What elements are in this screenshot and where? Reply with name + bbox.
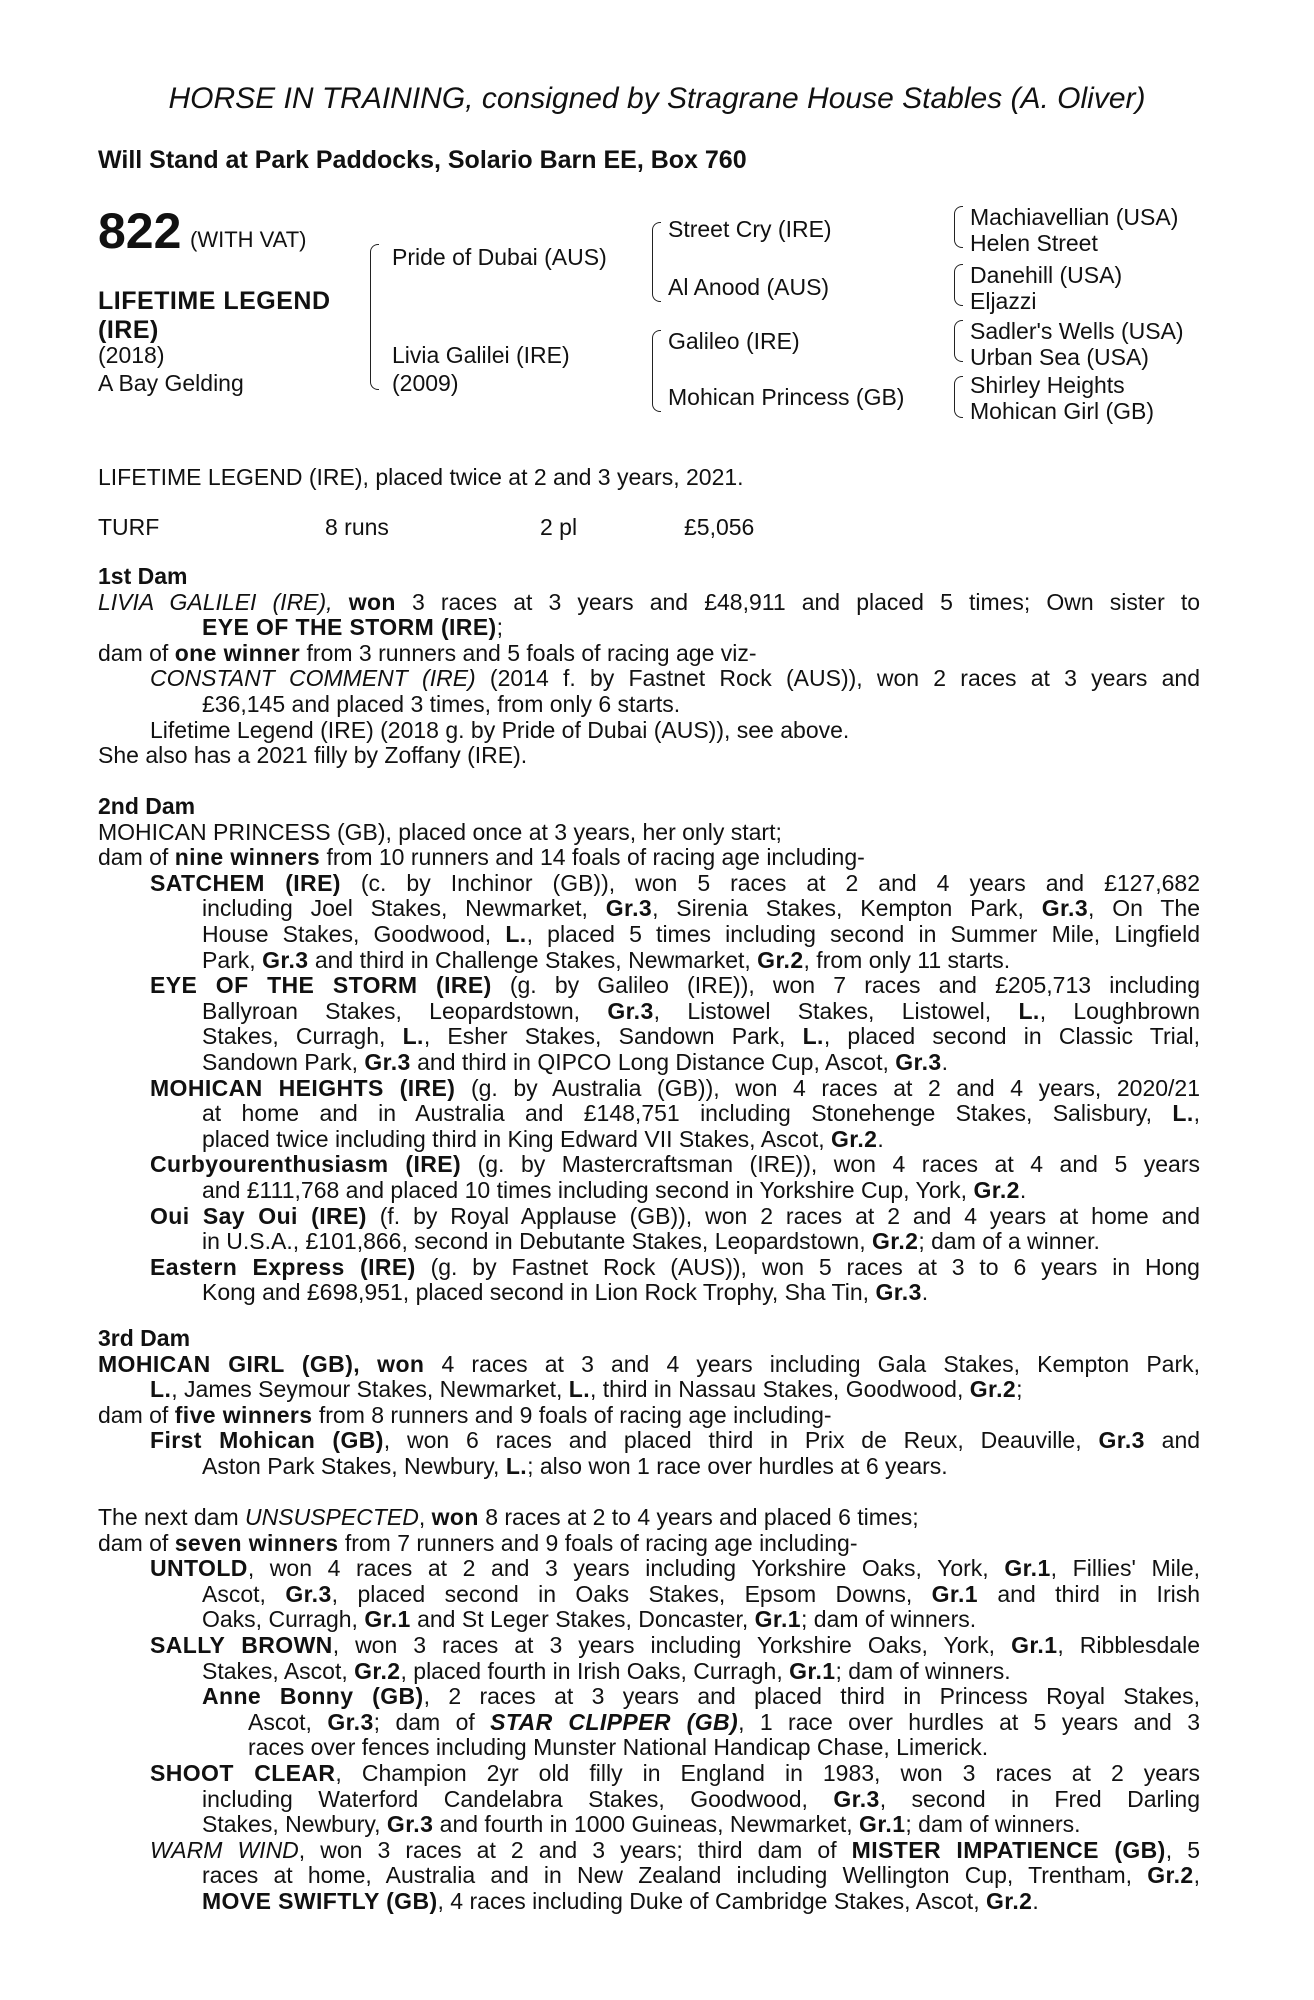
pedigree-ds-sire: Sadler's Wells (USA) [970,318,1184,344]
pedigree-dd-dam: Mohican Girl (GB) [970,398,1155,424]
next-dam-section [98,1505,1200,1915]
pedigree-brace-2 [652,222,661,302]
text-line: at home and in Australia and £148,751 including Stonehenge Stakes, Salisbury, L., [202,1100,1201,1127]
section-heading: 2nd Dam [98,793,196,819]
text-line: MOVE SWIFTLY (GB), 4 races including Duke of Cambridge Stakes, Ascot, Gr.2. [202,1887,1039,1914]
text-line: including Joel Stakes, Newmarket, Gr.3, Sirenia Stakes, Kempton Park, Gr.3, On The [202,895,1200,922]
text-line: Eastern Express (IRE) (g. by Fastnet Rock (AUS)), won 5 races at 3 to 6 years in Hong [150,1253,1200,1280]
text-line: SATCHEM (IRE) (c. by Inchinor (GB)), won 5 races at 2 and 4 years and £127,682 [150,869,1201,896]
lot-number: 822 [98,203,182,259]
text-line: Lifetime Legend (IRE) (2018 g. by Pride of Dubai (AUS)), see above. [150,716,850,743]
pedigree-dam: Livia Galilei (IRE) [392,342,570,368]
text-line: placed twice including third in King Edward VII Stakes, Ascot, Gr.2. [202,1125,884,1152]
text-line: The next dam UNSUSPECTED, won 8 races at 2 to 4 years and placed 6 times; [98,1504,919,1530]
text-line: LIVIA GALILEI (IRE), won 3 races at 3 years and £48,911 and placed 5 times; Own sister to [98,588,1201,615]
text-line: races at home, Australia and in New Zealand including Wellington Cup, Trentham, Gr.2, [202,1862,1200,1889]
pedigree-dam-dam: Mohican Princess (GB) [668,384,905,410]
pedigree-sd-dam: Eljazzi [970,288,1037,314]
text-line: Aston Park Stakes, Newbury, L.; also won 1 race over hurdles at 6 years. [202,1452,948,1479]
horse-description: A Bay Gelding [98,370,244,396]
text-line: dam of one winner from 3 runners and 5 foals of racing age viz- [98,639,757,666]
horse-name: LIFETIME LEGEND [98,287,331,315]
pedigree-sire: Pride of Dubai (AUS) [392,244,607,270]
page-title: HORSE IN TRAINING, consigned by Stragrane House Stables (A. Oliver) [168,82,1146,115]
section-heading: 3rd Dam [98,1325,191,1351]
pedigree-sire-dam: Al Anood (AUS) [668,274,830,300]
text-line: Sandown Park, Gr.3 and third in QIPCO Long Distance Cup, Ascot, Gr.3. [202,1048,949,1075]
text-line: EYE OF THE STORM (IRE) (g. by Galileo (IRE)), won 7 races and £205,713 including [150,972,1200,999]
pedigree-dd-sire: Shirley Heights [970,372,1125,398]
text-line: L., James Seymour Stakes, Newmarket, L., third in Nassau Stakes, Goodwood, Gr.2; [150,1376,1023,1403]
third-dam-section [98,1326,1200,1480]
horse-name-suffix: (IRE) [98,316,159,344]
text-line: Oaks, Curragh, Gr.1 and St Leger Stakes, Doncaster, Gr.1; dam of winners. [202,1606,977,1633]
text-line: Stakes, Ascot, Gr.2, placed fourth in Irish Oaks, Curragh, Gr.1; dam of winners. [202,1657,1011,1684]
second-dam-section [98,794,1200,1306]
text-line: MOHICAN GIRL (GB), won 4 races at 3 and 4 years including Gala Stakes, Kempton Park, [98,1350,1201,1377]
pedigree-ss-sire: Machiavellian (USA) [970,204,1179,230]
text-line: dam of seven winners from 7 runners and 9 foals of racing age including- [98,1529,858,1556]
text-line: EYE OF THE STORM (IRE); [202,614,504,641]
text-line: MOHICAN HEIGHTS (IRE) (g. by Australia (GB)), won 4 races at 2 and 4 years, 2020/21 [150,1074,1201,1101]
placed: 2 pl [540,514,578,540]
pedigree-brace-5 [954,264,963,306]
text-line: £36,145 and placed 3 times, from only 6 starts. [202,690,681,717]
text-line: Ballyroan Stakes, Leopardstown, Gr.3, Listowel Stakes, Listowel, L., Loughbrown [202,997,1200,1024]
section-heading: 1st Dam [98,563,188,589]
surface: TURF [98,514,160,540]
text-line: Oui Say Oui (IRE) (f. by Royal Applause (GB)), won 2 races at 2 and 4 years at home and [150,1202,1200,1229]
horse-year: (2018) [98,342,165,368]
text-line: SHOOT CLEAR, Champion 2yr old filly in England in 1983, won 3 races at 2 years [150,1759,1200,1786]
text-line: dam of nine winners from 10 runners and 14 foals of racing age including- [98,844,865,871]
pedigree-brace-4 [954,206,963,248]
pedigree-brace-7 [954,376,963,418]
first-dam-section [98,564,1200,769]
pedigree-dam-sire: Galileo (IRE) [668,328,800,354]
race-summary: LIFETIME LEGEND (IRE), placed twice at 2 and 3 years, 2021. [98,464,744,490]
text-line: including Waterford Candelabra Stakes, Goodwood, Gr.3, second in Fred Darling [202,1785,1201,1812]
text-line: Stakes, Curragh, L., Esher Stakes, Sandown Park, L., placed second in Classic Trial, [202,1023,1201,1050]
text-line: in U.S.A., £101,866, second in Debutante Stakes, Leopardstown, Gr.2; dam of a winner. [202,1228,1100,1255]
text-line: She also has a 2021 filly by Zoffany (IRE). [98,742,528,769]
vat-label: (WITH VAT) [190,227,307,252]
stand-location: Will Stand at Park Paddocks, Solario Barn EE, Box 760 [98,146,747,174]
text-line: and £111,768 and placed 10 times including second in Yorkshire Cup, York, Gr.2. [202,1176,1027,1203]
text-line: races over fences including Munster National Handicap Chase, Limerick. [248,1734,989,1761]
text-line: MOHICAN PRINCESS (GB), placed once at 3 years, her only start; [98,818,782,845]
pedigree-ss-dam: Helen Street [970,230,1098,256]
text-line: Anne Bonny (GB), 2 races at 3 years and placed third in Princess Royal Stakes, [202,1683,1200,1710]
text-line: CONSTANT COMMENT (IRE) (2014 f. by Fastnet Rock (AUS)), won 2 races at 3 years and [150,665,1200,692]
text-line: Ascot, Gr.3; dam of STAR CLIPPER (GB), 1 race over hurdles at 5 years and 3 [248,1708,1201,1735]
pedigree-brace-6 [954,320,963,362]
text-line: SALLY BROWN, won 3 races at 3 years including Yorkshire Oaks, York, Gr.1, Ribblesdale [150,1631,1200,1658]
text-line: Kong and £698,951, placed second in Lion Rock Trophy, Sha Tin, Gr.3. [202,1279,929,1306]
pedigree-ds-dam: Urban Sea (USA) [970,344,1149,370]
pedigree-brace-3 [652,330,661,412]
text-line: Curbyourenthusiasm (IRE) (g. by Mastercraftsman (IRE)), won 4 races at 4 and 5 years [150,1151,1200,1178]
text-line: First Mohican (GB), won 6 races and placed third in Prix de Reux, Deauville, Gr.3 and [150,1427,1201,1454]
pedigree-brace-1 [370,244,379,390]
text-line: Stakes, Newbury, Gr.3 and fourth in 1000 Guineas, Newmarket, Gr.1; dam of winners. [202,1811,1081,1838]
text-line: dam of five winners from 8 runners and 9 foals of racing age including- [98,1401,832,1428]
text-line: Park, Gr.3 and third in Challenge Stakes, Newmarket, Gr.2, from only 11 starts. [202,946,1011,973]
runs: 8 runs [325,514,389,540]
pedigree-sire-sire: Street Cry (IRE) [668,216,832,242]
earnings: £5,056 [684,514,755,540]
text-line: Ascot, Gr.3, placed second in Oaks Stakes, Epsom Downs, Gr.1 and third in Irish [202,1580,1201,1607]
pedigree-dam-year: (2009) [392,370,459,396]
text-line: House Stakes, Goodwood, L., placed 5 times including second in Summer Mile, Lingfield [202,920,1201,947]
text-line: WARM WIND, won 3 races at 2 and 3 years; third dam of MISTER IMPATIENCE (GB), 5 [150,1836,1200,1863]
text-line: UNTOLD, won 4 races at 2 and 3 years including Yorkshire Oaks, York, Gr.1, Fillies' Mile, [150,1555,1201,1582]
pedigree-sd-sire: Danehill (USA) [970,262,1123,288]
